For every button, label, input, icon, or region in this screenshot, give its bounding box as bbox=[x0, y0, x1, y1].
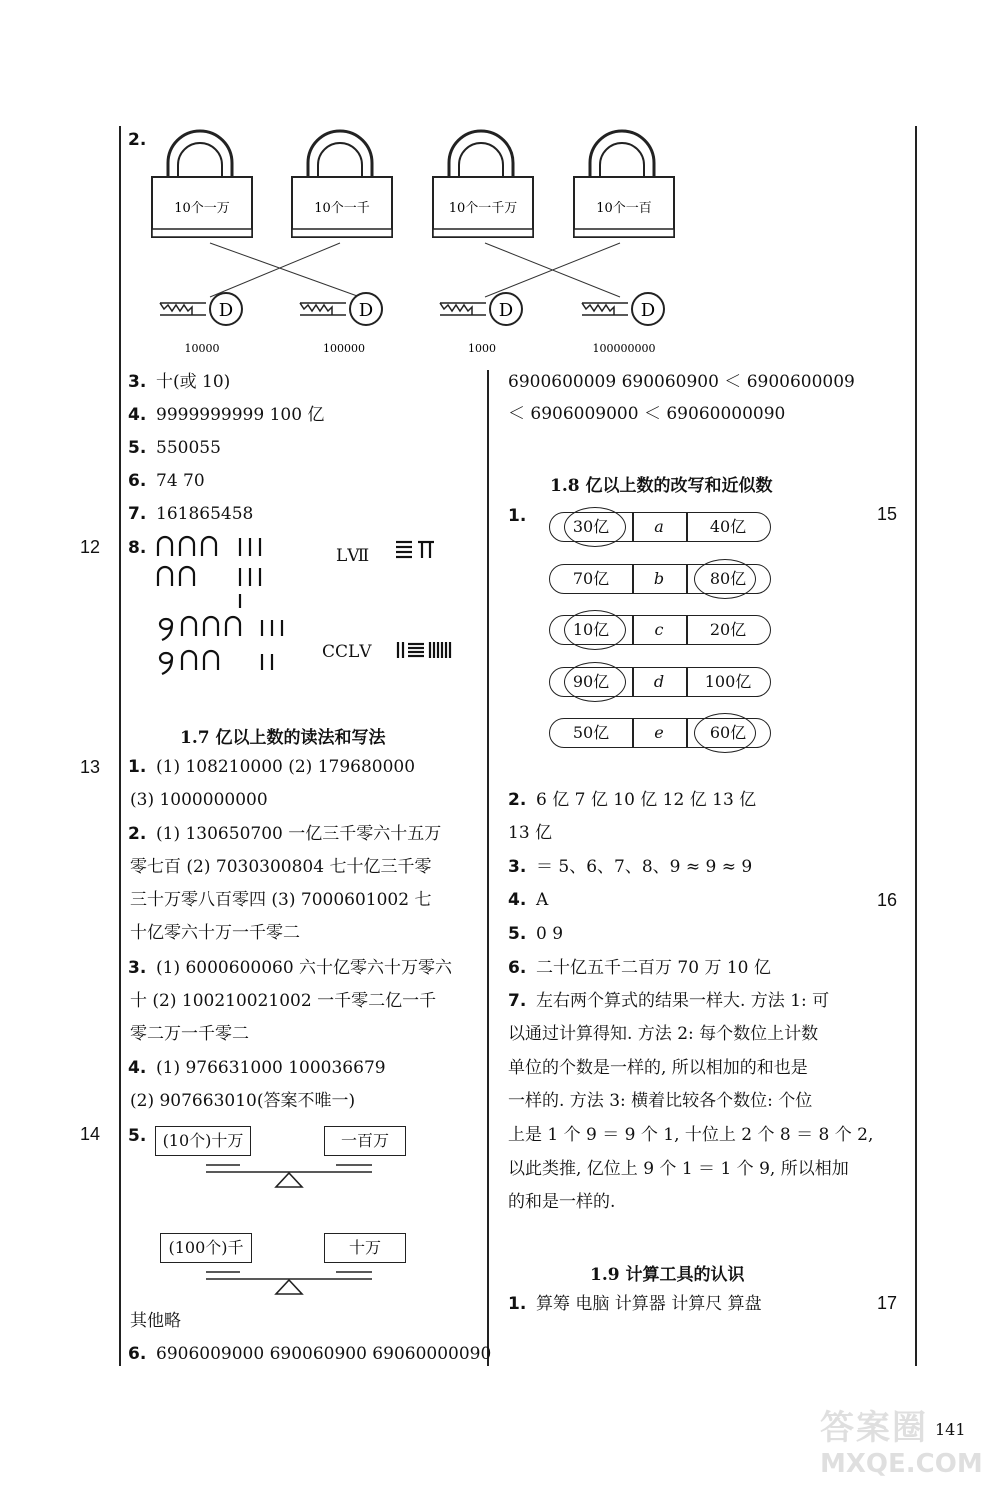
pill-left: 70亿 bbox=[572, 569, 610, 588]
s18-q4-number: 4. bbox=[508, 890, 527, 910]
roman-numeral-1: LⅦ bbox=[336, 546, 370, 566]
s18-q4-answer: A bbox=[536, 890, 549, 910]
pill-right: 80亿 bbox=[709, 569, 747, 588]
s18-q6-number: 6. bbox=[508, 958, 527, 978]
s18-q3-number: 3. bbox=[508, 857, 527, 877]
key-icon bbox=[160, 293, 242, 355]
s18-q7-line-1: 左右两个算式的结果一样大. 方法 1: 可 bbox=[536, 991, 830, 1011]
rounding-pill bbox=[549, 718, 771, 748]
answer-circle bbox=[694, 559, 756, 599]
q5-answer: 550055 bbox=[156, 438, 221, 458]
s17-line-6: 十亿零六十万一千零二 bbox=[130, 923, 300, 943]
s18-q2-line-2: 13 亿 bbox=[508, 823, 553, 843]
s17-q6-number: 6. bbox=[128, 1344, 147, 1364]
pill-divider bbox=[632, 616, 634, 644]
s18-q1-number: 1. bbox=[508, 506, 527, 526]
margin-page-13: 13 bbox=[80, 757, 101, 777]
pill-mid: d bbox=[653, 672, 665, 691]
lock-icon bbox=[292, 131, 392, 237]
locks-and-keys-diagram bbox=[140, 125, 700, 365]
key-icon bbox=[582, 293, 664, 355]
svg-text:D: D bbox=[358, 300, 374, 321]
right-continued-1: 6900600009 690060900 ＜ 6900600009 bbox=[508, 372, 855, 392]
scale-2-left-box: (100个)千 bbox=[160, 1233, 252, 1263]
q6-answer: 74 70 bbox=[156, 471, 205, 491]
margin-page-12: 12 bbox=[80, 537, 101, 557]
other-omitted: 其他略 bbox=[130, 1311, 181, 1331]
s18-q5-number: 5. bbox=[508, 924, 527, 944]
watermark-logo-icon: 答案圈 bbox=[820, 1408, 928, 1448]
margin-page-14: 14 bbox=[80, 1124, 101, 1144]
s17-line-4: 零七百 (2) 7030300804 七十亿三千零 bbox=[130, 857, 432, 877]
s18-q7-line-4: 一样的. 方法 3: 横着比较各个数位: 个位 bbox=[508, 1091, 813, 1111]
s17-line-5: 三十万零八百零四 (3) 7000601002 七 bbox=[130, 890, 432, 910]
pill-divider bbox=[632, 513, 634, 541]
key-label-2: 100000 bbox=[323, 342, 365, 355]
q3-answer: 十(或 10) bbox=[156, 372, 231, 392]
pill-divider bbox=[632, 668, 634, 696]
key-label-4: 100000000 bbox=[592, 342, 656, 355]
s18-q7-number: 7. bbox=[508, 991, 527, 1011]
margin-page-15: 15 bbox=[877, 504, 898, 524]
section-1-7-title: 1.7 亿以上数的读法和写法 bbox=[180, 728, 386, 748]
margin-page-16: 16 bbox=[877, 890, 898, 910]
key-icon bbox=[300, 293, 382, 355]
s17-q6-answer: 6906009000 690060900 69060000090 bbox=[156, 1344, 492, 1364]
answer-circle bbox=[694, 713, 756, 753]
q8-number: 8. bbox=[128, 538, 147, 558]
watermark: 答案圈 MXQE.COM bbox=[820, 1400, 990, 1490]
section-1-9-title: 1.9 计算工具的认识 bbox=[590, 1265, 745, 1285]
pill-divider bbox=[686, 616, 688, 644]
s17-line-10: (1) 976631000 100036679 bbox=[156, 1058, 386, 1078]
pill-right: 60亿 bbox=[709, 723, 747, 742]
svg-text:D: D bbox=[640, 300, 656, 321]
pill-left: 10亿 bbox=[572, 620, 610, 639]
s18-q7-line-6: 以此类推, 亿位上 9 个 1 ＝ 1 个 9, 所以相加 bbox=[508, 1159, 849, 1179]
s17-line-9: 零二万一千零二 bbox=[130, 1024, 249, 1044]
s18-q3-answer: ＝ 5、6、7、8、9 ≈ 9 ≈ 9 bbox=[536, 857, 753, 877]
scale-2-right-box: 十万 bbox=[324, 1233, 406, 1263]
margin-page-17: 17 bbox=[877, 1293, 898, 1313]
lock-label-1: 10个一万 bbox=[174, 201, 230, 216]
q7-answer: 161865458 bbox=[156, 504, 254, 524]
q7-number: 7. bbox=[128, 504, 147, 524]
svg-text:D: D bbox=[218, 300, 234, 321]
s18-q2-line-1: 6 亿 7 亿 10 亿 12 亿 13 亿 bbox=[536, 790, 757, 810]
rounding-pill bbox=[549, 564, 771, 594]
pill-divider bbox=[686, 719, 688, 747]
pill-left: 90亿 bbox=[572, 672, 610, 691]
pill-right: 100亿 bbox=[704, 672, 752, 691]
lock-icon bbox=[152, 131, 252, 237]
answer-circle bbox=[564, 507, 626, 547]
lock-label-3: 10个一千万 bbox=[448, 201, 518, 216]
q2-number: 2. bbox=[128, 130, 147, 150]
scale-1-right-box: 一百万 bbox=[324, 1126, 406, 1156]
rounding-pill bbox=[549, 667, 771, 697]
pill-right: 40亿 bbox=[709, 517, 747, 536]
s17-q2-number: 2. bbox=[128, 824, 147, 844]
s19-q1-number: 1. bbox=[508, 1294, 527, 1314]
pill-left: 30亿 bbox=[572, 517, 610, 536]
q4-answer: 9999999999 100 亿 bbox=[156, 405, 325, 425]
pill-mid: e bbox=[654, 723, 664, 742]
s18-q6-answer: 二十亿五千二百万 70 万 10 亿 bbox=[536, 958, 771, 978]
right-continued-2: ＜ 6906009000 ＜ 69060000090 bbox=[508, 404, 786, 424]
s17-line-8: 十 (2) 100210021002 一千零二亿一千 bbox=[130, 991, 437, 1011]
s17-line-1: (1) 108210000 (2) 179680000 bbox=[156, 757, 416, 777]
pill-divider bbox=[686, 513, 688, 541]
s18-q7-line-2: 以通过计算得知. 方法 2: 每个数位上计数 bbox=[508, 1024, 819, 1044]
s17-line-2: (3) 1000000000 bbox=[130, 790, 268, 810]
rounding-pill bbox=[549, 615, 771, 645]
pill-mid: a bbox=[654, 517, 664, 536]
lock-label-2: 10个一千 bbox=[314, 201, 370, 216]
pill-mid: b bbox=[653, 569, 665, 588]
s17-q4-number: 4. bbox=[128, 1058, 147, 1078]
s18-q2-number: 2. bbox=[508, 790, 527, 810]
footer-page-number: 141 bbox=[935, 1420, 966, 1439]
scale-1-left-box: (10个)十万 bbox=[155, 1126, 251, 1156]
s17-line-7: (1) 6000600060 六十亿零六十万零六 bbox=[156, 958, 453, 978]
lock-label-4: 10个一百 bbox=[596, 201, 652, 216]
q3-number: 3. bbox=[128, 372, 147, 392]
pill-divider bbox=[632, 719, 634, 747]
answer-circle bbox=[564, 662, 626, 702]
pill-divider bbox=[686, 668, 688, 696]
pill-left: 50亿 bbox=[572, 723, 610, 742]
ancient-numerals-figure bbox=[150, 532, 470, 682]
s17-line-11: (2) 907663010(答案不唯一) bbox=[130, 1091, 356, 1111]
key-label-3: 1000 bbox=[468, 342, 496, 355]
key-icon bbox=[440, 293, 522, 355]
left-margin-rule bbox=[119, 126, 121, 1366]
roman-numeral-2: CCLⅤ bbox=[322, 642, 372, 662]
s17-q3-number: 3. bbox=[128, 958, 147, 978]
s17-line-3: (1) 130650700 一亿三千零六十五万 bbox=[156, 824, 442, 844]
pill-divider bbox=[686, 565, 688, 593]
lock-icon bbox=[433, 131, 533, 237]
q4-number: 4. bbox=[128, 405, 147, 425]
rounding-pill bbox=[549, 512, 771, 542]
q6-number: 6. bbox=[128, 471, 147, 491]
key-label-1: 10000 bbox=[184, 342, 220, 355]
svg-text:D: D bbox=[498, 300, 514, 321]
pill-right: 20亿 bbox=[709, 620, 747, 639]
balance-scales-drawing bbox=[150, 1155, 420, 1305]
lock-icon bbox=[574, 131, 674, 237]
s19-q1-answer: 算筹 电脑 计算器 计算尺 算盘 bbox=[536, 1294, 762, 1314]
s18-q5-answer: 0 9 bbox=[536, 924, 564, 944]
s17-q5-number: 5. bbox=[128, 1126, 147, 1146]
s18-q7-line-7: 的和是一样的. bbox=[508, 1192, 616, 1212]
s17-q1-number: 1. bbox=[128, 757, 147, 777]
s18-q7-line-3: 单位的个数是一样的, 所以相加的和也是 bbox=[508, 1058, 808, 1078]
q5-number: 5. bbox=[128, 438, 147, 458]
right-margin-rule bbox=[915, 126, 917, 1366]
section-1-8-title: 1.8 亿以上数的改写和近似数 bbox=[550, 476, 773, 496]
s18-q7-line-5: 上是 1 个 9 ＝ 9 个 1, 十位上 2 个 8 ＝ 8 个 2, bbox=[508, 1125, 874, 1145]
answer-circle bbox=[564, 610, 626, 650]
pill-mid: c bbox=[654, 620, 664, 639]
pill-divider bbox=[632, 565, 634, 593]
center-rule bbox=[487, 370, 489, 1366]
